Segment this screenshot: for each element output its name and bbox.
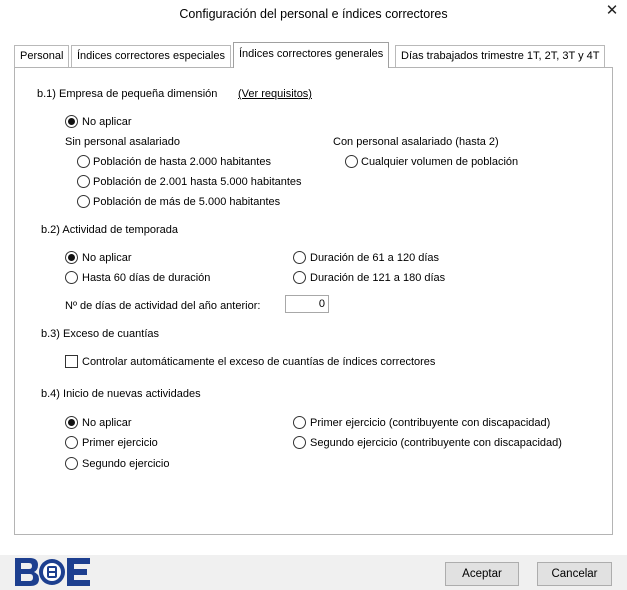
b1-cualquier-volumen-label[interactable]: Cualquier volumen de población bbox=[361, 156, 519, 168]
b4-no-aplicar-radio[interactable] bbox=[65, 416, 78, 429]
b4-primer-ejercicio-radio[interactable] bbox=[65, 436, 78, 449]
tab-dias-trabajados[interactable]: Días trabajados trimestre 1T, 2T, 3T y 4T bbox=[395, 45, 605, 67]
con-personal-label: Con personal asalariado (hasta 2) bbox=[333, 136, 499, 148]
close-icon[interactable]: ✕ bbox=[605, 2, 619, 19]
b2-hasta-60-label[interactable]: Hasta 60 días de duración bbox=[82, 272, 211, 284]
b4-segundo-discapacidad-radio[interactable] bbox=[293, 436, 306, 449]
b1-poblacion-2000-label[interactable]: Población de hasta 2.000 habitantes bbox=[93, 156, 271, 168]
b1-poblacion-mas-5000-label[interactable]: Población de más de 5.000 habitantes bbox=[93, 196, 281, 208]
b1-no-aplicar-label[interactable]: No aplicar bbox=[82, 116, 132, 128]
section-b2-label: b.2) Actividad de temporada bbox=[41, 224, 178, 236]
section-b3-label: b.3) Exceso de cuantías bbox=[41, 328, 160, 340]
b1-poblacion-5000-radio[interactable] bbox=[77, 175, 90, 188]
b2-61-120-radio[interactable] bbox=[293, 251, 306, 264]
exceso-cuantias-label[interactable]: Controlar automáticamente el exceso de cuantías de índices correctores bbox=[82, 356, 436, 368]
cancelar-button[interactable]: Cancelar bbox=[537, 562, 612, 586]
b2-61-120-label[interactable]: Duración de 61 a 120 días bbox=[310, 252, 440, 264]
b4-primer-discapacidad-label[interactable]: Primer ejercicio (contribuyente con discapacidad) bbox=[310, 417, 551, 429]
tab-indices-generales[interactable]: Índices correctores generales bbox=[233, 42, 389, 68]
b2-no-aplicar-radio[interactable] bbox=[65, 251, 78, 264]
footer-bar bbox=[0, 555, 627, 590]
section-b1-label: b.1) Empresa de pequeña dimensión bbox=[37, 88, 218, 100]
b2-121-180-label[interactable]: Duración de 121 a 180 días bbox=[310, 272, 446, 284]
exceso-cuantias-checkbox[interactable] bbox=[65, 355, 78, 368]
b4-no-aplicar-label[interactable]: No aplicar bbox=[82, 417, 132, 429]
ver-requisitos-link[interactable]: (Ver requisitos) bbox=[238, 88, 312, 100]
b2-no-aplicar-label[interactable]: No aplicar bbox=[82, 252, 132, 264]
b4-primer-discapacidad-radio[interactable] bbox=[293, 416, 306, 429]
b1-poblacion-5000-label[interactable]: Población de 2.001 hasta 5.000 habitantes bbox=[93, 176, 302, 188]
boe-logo bbox=[14, 556, 92, 588]
dias-actividad-label: Nº de días de actividad del año anterior: bbox=[65, 300, 261, 312]
b4-segundo-discapacidad-label[interactable]: Segundo ejercicio (contribuyente con discapacidad) bbox=[310, 437, 562, 449]
tab-indices-especiales[interactable]: Índices correctores especiales bbox=[71, 45, 231, 67]
b1-poblacion-mas-5000-radio[interactable] bbox=[77, 195, 90, 208]
tab-panel bbox=[14, 67, 613, 535]
aceptar-button[interactable]: Aceptar bbox=[445, 562, 519, 586]
b4-primer-ejercicio-label[interactable]: Primer ejercicio bbox=[82, 437, 158, 449]
section-b4-label: b.4) Inicio de nuevas actividades bbox=[41, 388, 201, 400]
tab-personal[interactable]: Personal bbox=[14, 45, 69, 67]
dias-actividad-input[interactable]: 0 bbox=[285, 295, 329, 313]
b1-poblacion-2000-radio[interactable] bbox=[77, 155, 90, 168]
b2-121-180-radio[interactable] bbox=[293, 271, 306, 284]
window-title: Configuración del personal e índices correctores bbox=[179, 7, 448, 21]
b1-cualquier-volumen-radio[interactable] bbox=[345, 155, 358, 168]
b1-no-aplicar-radio[interactable] bbox=[65, 115, 78, 128]
b4-segundo-ejercicio-label[interactable]: Segundo ejercicio bbox=[82, 458, 170, 470]
b4-segundo-ejercicio-radio[interactable] bbox=[65, 457, 78, 470]
sin-personal-label: Sin personal asalariado bbox=[65, 136, 180, 148]
b2-hasta-60-radio[interactable] bbox=[65, 271, 78, 284]
